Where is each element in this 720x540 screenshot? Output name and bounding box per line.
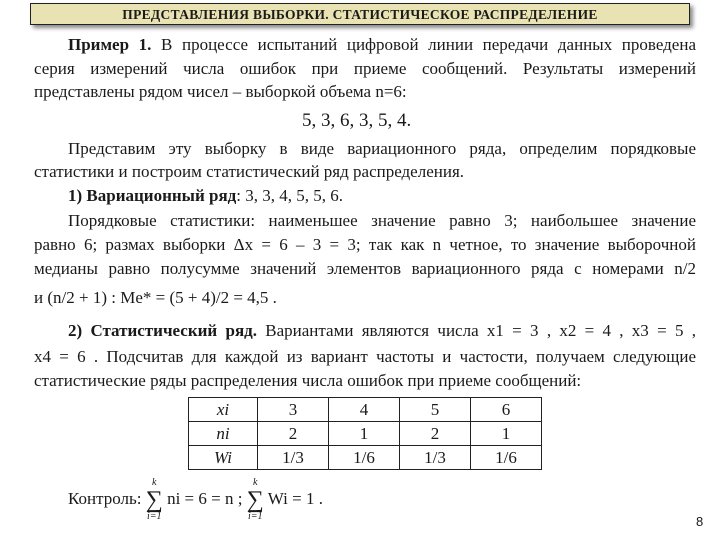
order-stats-line-3: медианы равно полусумме значений элементов вариационного ряда с номерами n/2 [34,259,696,278]
table-cell: 1/3 [400,446,471,470]
variational-values: : 3, 3, 4, 5, 5, 6. [236,186,343,205]
statistical-line-2: x4 = 6 . Подсчитав для каждой из вариант частоты и частости, получаем следующие [34,347,696,366]
example-label: Пример 1. [68,35,152,54]
row-header-wi: Wi [189,446,258,470]
intro-line-1: Представим эту выборку в виде вариационного ряда, определим порядковые [68,139,696,158]
example-line-1-text: В процессе испытаний цифровой линии передачи данных проведена [161,35,696,54]
variational-series [34,184,696,208]
sum-symbol: k ∑ i=1 [246,477,264,522]
example-line-3: представлены рядом чисел – выборкой объема n=6: [34,82,407,101]
slide-title: ПРЕДСТАВЛЕНИЯ ВЫБОРКИ. СТАТИСТИЧЕСКОЕ РАСПРЕДЕЛЕНИЕ [122,7,598,22]
sample-values: 5, 3, 6, 3, 5, 4. [302,110,412,131]
table-cell: 3 [258,398,329,422]
table-cell: 5 [400,398,471,422]
slide-title-banner [30,3,690,25]
row-header-ni: ni [189,422,258,446]
table-cell: 2 [258,422,329,446]
frequency-table [188,397,542,470]
table-row [189,398,542,422]
table-cell: 1/3 [258,446,329,470]
statistical-line-1-text: Вариантами являются числа x1 = 3 , x2 = 4 , x3 = 5 , [265,321,696,340]
table-cell: 6 [471,398,542,422]
page-number: 8 [696,514,704,529]
table-cell: 1/6 [471,446,542,470]
table-cell: 1/6 [329,446,400,470]
table-row [189,446,542,470]
sum-symbol: k ∑ i=1 [145,477,163,522]
table-row [189,422,542,446]
control-label: Контроль: [68,488,142,508]
row-header-xi: xi [189,398,258,422]
control-sum-w: Wi = 1 . [267,488,323,508]
control-sum-n: ni = 6 = n ; [167,488,243,508]
statistical-line-1 [34,319,696,343]
statistical-line-3: статистические ряды распределения числа ошибок при приеме сообщений: [34,371,582,390]
example-line-1 [34,33,696,57]
variational-label: 1) Вариационный ряд [68,186,237,205]
table-cell: 1 [471,422,542,446]
statistical-label: 2) Статистический ряд. [68,321,257,340]
table-cell: 2 [400,422,471,446]
table-cell: 1 [329,422,400,446]
example-line-2: серия измерений числа ошибок при приеме сообщений. Результаты измерений [34,59,696,78]
order-stats-line-2: равно 6; размах выборки Δx = 6 – 3 = 3; так как n четное, то значение выборочной [34,235,696,254]
median-formula: и (n/2 + 1) : Me* = (5 + 4)/2 = 4,5 . [34,288,277,307]
intro-line-2: статистики и построим статистический ряд распределения. [34,162,465,181]
order-stats-line-1: Порядковые статистики: наименьшее значение равно 3; наибольшее значение [68,211,696,230]
table-cell: 4 [329,398,400,422]
control-formula [68,478,323,522]
